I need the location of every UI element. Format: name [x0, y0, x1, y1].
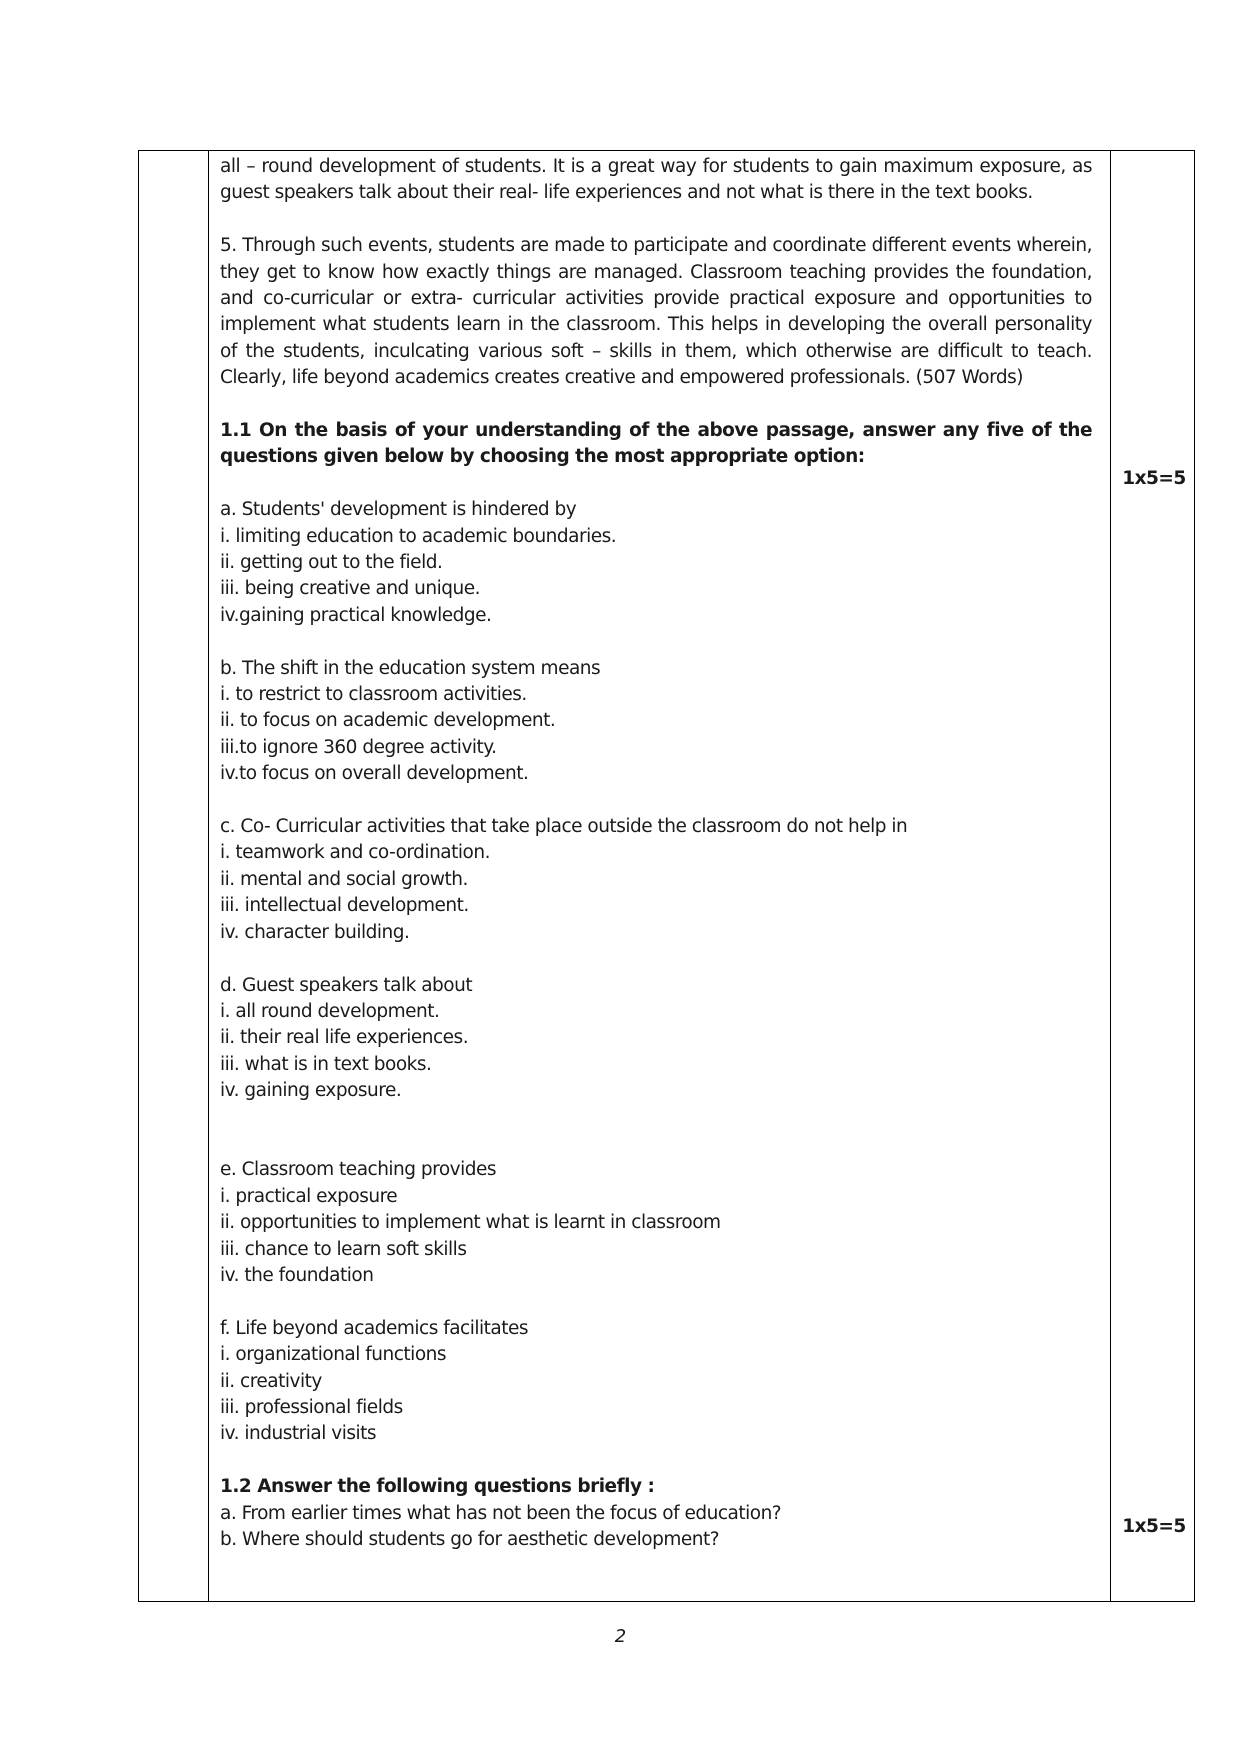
answer-option: ii. to focus on academic development.: [220, 710, 556, 732]
passage-paragraph: all – round development of students. It is a great way for students to gain maximum exposure, as guest speakers talk about their real- life experiences and not what is there in the text books.: [220, 156, 1092, 204]
short-question: a. From earlier times what has not been the focus of education?: [220, 1502, 782, 1524]
answer-option: ii. getting out to the field.: [220, 552, 443, 574]
mcq-question: [220, 814, 1092, 972]
passage-paragraph-5: 5. Through such events, students are made to participate and coordinate different events wherein, they get to know how exactly things are managed. Classroom teaching provides the foundation, and co-curricular or extra- curricular activities provide practical exposure and opportunities to implement what students learn in the classroom. This helps in developing the overall personality of the students, inculcating various soft – skills in them, which otherwise are difficult to teach. Clearly, life beyond academics creates creative and empowered professionals. (507 Words): [220, 235, 1092, 389]
section-1-2-heading: 1.2 Answer the following questions briefly :: [220, 1476, 655, 1498]
page-number: 2: [614, 1626, 627, 1647]
mcq-question: [220, 1316, 1092, 1474]
answer-option: iv.to focus on overall development.: [220, 763, 529, 785]
answer-option: ii. opportunities to implement what is learnt in classroom: [220, 1212, 721, 1234]
answer-option: i. to restrict to classroom activities.: [220, 684, 527, 706]
marks-1-2: 1x5=5: [1122, 1516, 1186, 1537]
answer-option: iv. the foundation: [220, 1264, 374, 1286]
mcq-list: [220, 497, 1092, 1474]
answer-option: i. all round development.: [220, 1000, 440, 1022]
question-stem: d. Guest speakers talk about: [220, 974, 473, 996]
answer-option: iii.to ignore 360 degree activity.: [220, 736, 497, 758]
section-1-1-heading: 1.1 On the basis of your understanding of the above passage, answer any five of the questions given below by choosing the most appropriate option:: [220, 420, 1092, 468]
marks-1-1: 1x5=5: [1122, 468, 1186, 489]
question-stem: b. The shift in the education system means: [220, 657, 601, 679]
answer-option: iii. being creative and unique.: [220, 578, 480, 600]
mcq-question: [220, 973, 1092, 1158]
mcq-question: [220, 656, 1092, 814]
answer-option: iv. character building.: [220, 921, 410, 943]
question-table: [138, 150, 1195, 1602]
answer-option: ii. their real life experiences.: [220, 1027, 469, 1049]
answer-option: iv. industrial visits: [220, 1423, 376, 1445]
column-divider: [1110, 151, 1111, 1601]
answer-option: ii. mental and social growth.: [220, 868, 468, 890]
column-divider: [208, 151, 209, 1601]
question-stem: a. Students' development is hindered by: [220, 499, 577, 521]
answer-option: iii. intellectual development.: [220, 895, 469, 917]
answer-option: ii. creativity: [220, 1370, 322, 1392]
mcq-question: [220, 497, 1092, 655]
answer-option: iii. chance to learn soft skills: [220, 1238, 467, 1260]
answer-option: iv.gaining practical knowledge.: [220, 604, 492, 626]
answer-option: i. teamwork and co-ordination.: [220, 842, 490, 864]
question-stem: f. Life beyond academics facilitates: [220, 1317, 529, 1339]
mcq-question: [220, 1157, 1092, 1315]
answer-option: i. limiting education to academic boundaries.: [220, 525, 617, 547]
answer-option: iv. gaining exposure.: [220, 1080, 402, 1102]
short-question: b. Where should students go for aesthetic development?: [220, 1528, 720, 1550]
question-content: [220, 154, 1092, 1553]
question-stem: c. Co- Curricular activities that take place outside the classroom do not help in: [220, 816, 908, 838]
question-stem: e. Classroom teaching provides: [220, 1159, 497, 1181]
answer-option: i. organizational functions: [220, 1344, 446, 1366]
answer-option: iii. what is in text books.: [220, 1053, 432, 1075]
answer-option: i. practical exposure: [220, 1185, 398, 1207]
answer-option: iii. professional fields: [220, 1396, 403, 1418]
